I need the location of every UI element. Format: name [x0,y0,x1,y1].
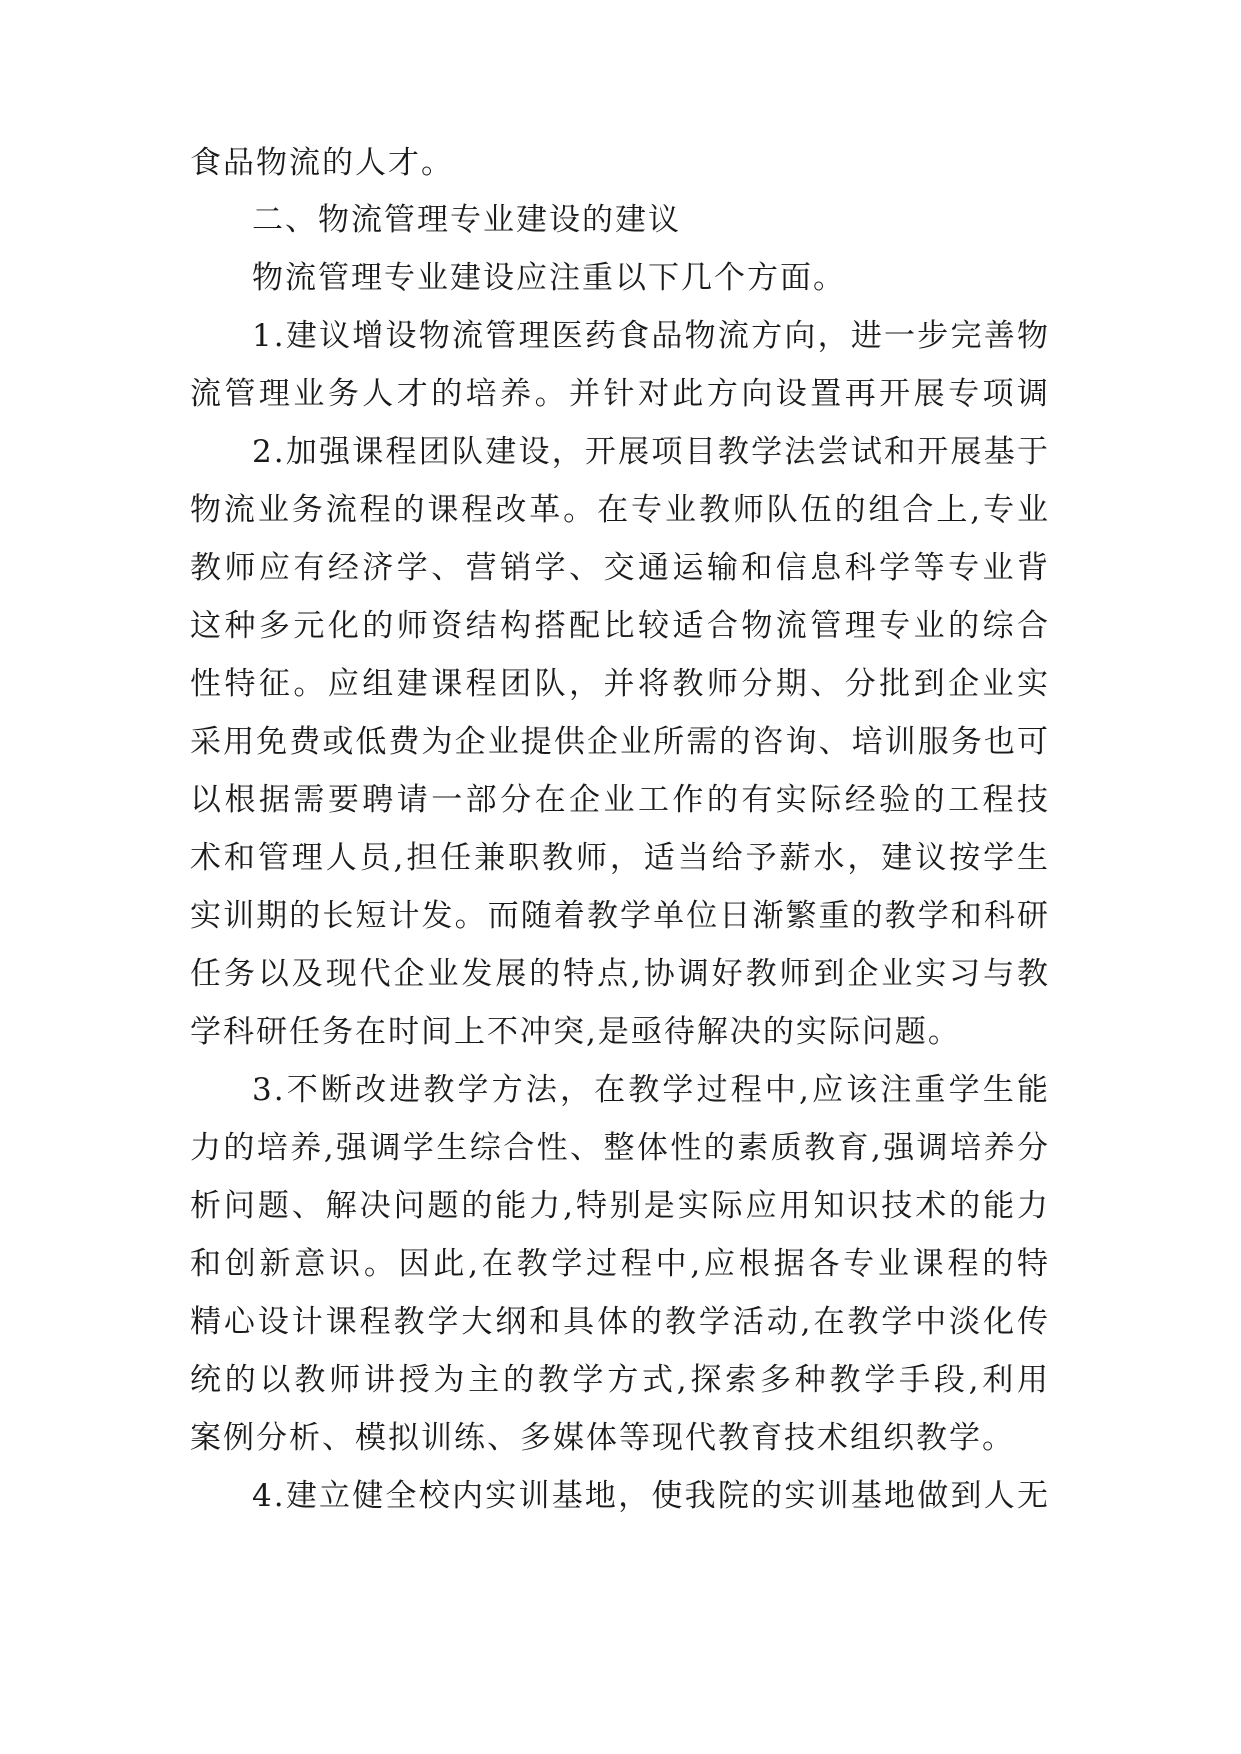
text-line: 性特征。应组建课程团队，并将教师分期、分批到企业实 [190,666,1050,702]
text-line: 物流业务流程的课程改革。在专业教师队伍的组合上,专业 [190,492,1050,528]
text-line: 案例分析、模拟训练、多媒体等现代教育技术组织教学。 [190,1420,1015,1456]
text-line: 流管理业务人才的培养。并针对此方向设置再开展专项调 [190,376,1050,412]
text-line: 食品物流的人才。 [190,145,454,181]
text-line: 精心设计课程教学大纲和具体的教学活动,在教学中淡化传 [190,1304,1050,1340]
text-line: 4.建立健全校内实训基地，使我院的实训基地做到人无 [252,1478,1050,1514]
text-line: 析问题、解决问题的能力,特别是实际应用知识技术的能力 [190,1188,1050,1224]
text-line: 术和管理人员,担任兼职教师，适当给予薪水，建议按学生 [190,840,1050,876]
text-line: 3.不断改进教学方法，在教学过程中,应该注重学生能 [252,1072,1050,1108]
text-line: 和创新意识。因此,在教学过程中,应根据各专业课程的特 [190,1246,1050,1282]
text-line: 采用免费或低费为企业提供企业所需的咨询、培训服务也可 [190,724,1050,760]
text-line: 2.加强课程团队建设，开展项目教学法尝试和开展基于 [252,434,1050,470]
text-line: 以根据需要聘请一部分在企业工作的有实际经验的工程技 [190,782,1050,818]
text-line: 1.建议增设物流管理医药食品物流方向，进一步完善物 [252,318,1050,354]
text-line: 任务以及现代企业发展的特点,协调好教师到企业实习与教 [190,956,1050,992]
text-line: 学科研任务在时间上不冲突,是亟待解决的实际问题。 [190,1014,961,1050]
text-line: 物流管理专业建设应注重以下几个方面。 [252,260,846,296]
section-heading: 二、物流管理专业建设的建议 [252,202,681,238]
text-line: 力的培养,强调学生综合性、整体性的素质教育,强调培养分 [190,1130,1050,1166]
text-line: 统的以教师讲授为主的教学方式,探索多种教学手段,利用 [190,1362,1050,1398]
text-line: 教师应有经济学、营销学、交通运输和信息科学等专业背 [190,550,1050,586]
text-line: 实训期的长短计发。而随着教学单位日渐繁重的教学和科研 [190,898,1050,934]
text-line: 这种多元化的师资结构搭配比较适合物流管理专业的综合 [190,608,1050,644]
